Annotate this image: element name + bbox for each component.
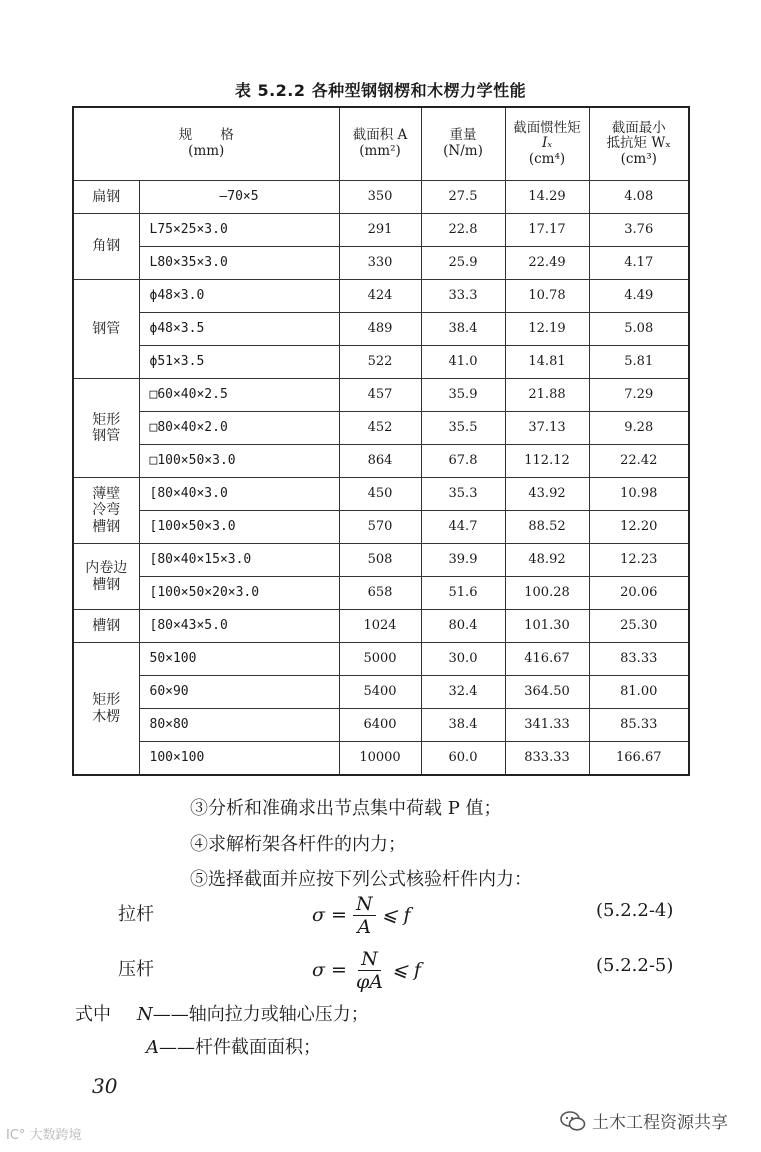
cell-ix: 416.67 xyxy=(505,643,589,676)
table-row xyxy=(73,676,689,709)
table-row xyxy=(73,511,689,544)
table-row xyxy=(73,247,689,280)
cell-spec: [80×40×3.0 xyxy=(139,478,339,511)
cell-wx: 4.17 xyxy=(589,247,689,280)
cell-wx: 3.76 xyxy=(589,214,689,247)
cell-ix: 48.92 xyxy=(505,544,589,577)
cell-wx: 12.20 xyxy=(589,511,689,544)
table-row xyxy=(73,412,689,445)
table-row xyxy=(73,709,689,742)
cell-spec: [100×50×20×3.0 xyxy=(139,577,339,610)
cell-area: 864 xyxy=(339,445,421,478)
cell-weight: 41.0 xyxy=(421,346,505,379)
row-group-label: 矩形 木楞 xyxy=(73,643,139,776)
cell-weight: 27.5 xyxy=(421,181,505,214)
watermark-right: 土木工程资源共享 xyxy=(560,1108,728,1133)
cell-area: 450 xyxy=(339,478,421,511)
cell-area: 489 xyxy=(339,313,421,346)
table-row xyxy=(73,478,689,511)
row-group-label: 内卷边 槽钢 xyxy=(73,544,139,610)
cell-spec: —70×5 xyxy=(139,181,339,214)
row-group-label: 钢管 xyxy=(73,280,139,379)
cell-wx: 22.42 xyxy=(589,445,689,478)
equation-number: (5.2.2-4) xyxy=(596,900,674,921)
cell-ix: 10.78 xyxy=(505,280,589,313)
cell-weight: 38.4 xyxy=(421,313,505,346)
cell-weight: 30.0 xyxy=(421,643,505,676)
table-row xyxy=(73,214,689,247)
cell-ix: 101.30 xyxy=(505,610,589,643)
cell-weight: 22.8 xyxy=(421,214,505,247)
cell-weight: 35.9 xyxy=(421,379,505,412)
cell-wx: 166.67 xyxy=(589,742,689,776)
watermark-left: IC° 大数跨境 xyxy=(6,1128,82,1143)
properties-table xyxy=(72,106,690,776)
table-caption: 表 5.2.2 各种型钢钢楞和木楞力学性能 xyxy=(234,81,527,100)
cell-spec: 60×90 xyxy=(139,676,339,709)
table-row xyxy=(73,610,689,643)
cell-wx: 4.08 xyxy=(589,181,689,214)
cell-spec: ϕ51×3.5 xyxy=(139,346,339,379)
row-group-label: 薄壁 冷弯 槽钢 xyxy=(73,478,139,544)
table-row xyxy=(73,445,689,478)
cell-ix: 37.13 xyxy=(505,412,589,445)
cell-ix: 112.12 xyxy=(505,445,589,478)
cell-spec: [100×50×3.0 xyxy=(139,511,339,544)
text-item-3: ③分析和准确求出节点集中荷载 P 值； xyxy=(190,798,502,819)
cell-weight: 35.5 xyxy=(421,412,505,445)
cell-area: 6400 xyxy=(339,709,421,742)
row-group-label: 扁钢 xyxy=(73,181,139,214)
cell-area: 452 xyxy=(339,412,421,445)
cell-spec: □80×40×2.0 xyxy=(139,412,339,445)
table-row xyxy=(73,280,689,313)
cell-area: 5400 xyxy=(339,676,421,709)
header-inertia: 截面惯性矩 Iₓ (cm⁴) xyxy=(505,107,589,181)
where-line-n: 式中 N——轴向拉力或轴心压力； xyxy=(75,1004,369,1025)
table-header-row xyxy=(73,107,689,181)
table-row xyxy=(73,742,689,776)
row-group-label: 槽钢 xyxy=(73,610,139,643)
cell-ix: 17.17 xyxy=(505,214,589,247)
cell-ix: 100.28 xyxy=(505,577,589,610)
header-weight: 重量 (N/m) xyxy=(421,107,505,181)
cell-spec: ϕ48×3.5 xyxy=(139,313,339,346)
cell-weight: 51.6 xyxy=(421,577,505,610)
cell-ix: 833.33 xyxy=(505,742,589,776)
cell-wx: 4.49 xyxy=(589,280,689,313)
cell-wx: 83.33 xyxy=(589,643,689,676)
cell-wx: 85.33 xyxy=(589,709,689,742)
cell-wx: 12.23 xyxy=(589,544,689,577)
text-item-5: ⑤选择截面并应按下列公式核验杆件内力： xyxy=(190,869,532,890)
cell-ix: 12.19 xyxy=(505,313,589,346)
row-group-label: 矩形 钢管 xyxy=(73,379,139,478)
table-row xyxy=(73,577,689,610)
cell-weight: 67.8 xyxy=(421,445,505,478)
cell-spec: [80×43×5.0 xyxy=(139,610,339,643)
cell-area: 424 xyxy=(339,280,421,313)
cell-spec: 50×100 xyxy=(139,643,339,676)
cell-spec: 80×80 xyxy=(139,709,339,742)
header-spec: 规格 (mm) xyxy=(73,107,339,181)
cell-area: 5000 xyxy=(339,643,421,676)
header-area: 截面积 A (mm²) xyxy=(339,107,421,181)
page-number: 30 xyxy=(92,1074,118,1098)
cell-weight: 60.0 xyxy=(421,742,505,776)
cell-wx: 10.98 xyxy=(589,478,689,511)
cell-area: 350 xyxy=(339,181,421,214)
row-group-label: 角钢 xyxy=(73,214,139,280)
cell-ix: 88.52 xyxy=(505,511,589,544)
cell-area: 508 xyxy=(339,544,421,577)
formula-label: 压杆 xyxy=(118,959,154,980)
formula-compression xyxy=(0,945,761,995)
cell-spec: 100×100 xyxy=(139,742,339,776)
table-row xyxy=(73,346,689,379)
table-body xyxy=(73,181,689,776)
cell-wx: 81.00 xyxy=(589,676,689,709)
text-item-4: ④求解桁架各杆件的内力； xyxy=(190,834,406,855)
formula-expression: σ = $\frac{N}{\varphi A}$ ⩽ f xyxy=(312,947,421,993)
cell-ix: 364.50 xyxy=(505,676,589,709)
cell-area: 570 xyxy=(339,511,421,544)
cell-weight: 32.4 xyxy=(421,676,505,709)
formula-expression: σ = $\frac{N}{A}$ ⩽ f xyxy=(312,892,411,938)
watermark-logo-icon: IC° xyxy=(6,1128,26,1143)
cell-spec: □60×40×2.5 xyxy=(139,379,339,412)
cell-wx: 9.28 xyxy=(589,412,689,445)
wechat-icon xyxy=(560,1110,586,1132)
cell-ix: 43.92 xyxy=(505,478,589,511)
equation-number: (5.2.2-5) xyxy=(596,955,674,976)
cell-spec: □100×50×3.0 xyxy=(139,445,339,478)
cell-weight: 35.3 xyxy=(421,478,505,511)
where-line-a: A——杆件截面面积； xyxy=(146,1037,321,1058)
cell-area: 522 xyxy=(339,346,421,379)
cell-weight: 80.4 xyxy=(421,610,505,643)
cell-weight: 25.9 xyxy=(421,247,505,280)
cell-weight: 39.9 xyxy=(421,544,505,577)
cell-weight: 44.7 xyxy=(421,511,505,544)
cell-area: 291 xyxy=(339,214,421,247)
cell-weight: 38.4 xyxy=(421,709,505,742)
cell-spec: L75×25×3.0 xyxy=(139,214,339,247)
header-modulus: 截面最小 抵抗矩 Wₓ (cm³) xyxy=(589,107,689,181)
formula-label: 拉杆 xyxy=(118,904,154,925)
cell-wx: 5.08 xyxy=(589,313,689,346)
cell-area: 658 xyxy=(339,577,421,610)
cell-weight: 33.3 xyxy=(421,280,505,313)
cell-wx: 25.30 xyxy=(589,610,689,643)
cell-spec: L80×35×3.0 xyxy=(139,247,339,280)
cell-ix: 22.49 xyxy=(505,247,589,280)
cell-wx: 5.81 xyxy=(589,346,689,379)
formula-tension xyxy=(0,890,761,940)
cell-ix: 341.33 xyxy=(505,709,589,742)
cell-area: 457 xyxy=(339,379,421,412)
cell-area: 330 xyxy=(339,247,421,280)
cell-spec: [80×40×15×3.0 xyxy=(139,544,339,577)
table-row xyxy=(73,379,689,412)
table-row xyxy=(73,181,689,214)
cell-area: 1024 xyxy=(339,610,421,643)
table-row xyxy=(73,643,689,676)
table-row xyxy=(73,313,689,346)
cell-ix: 14.29 xyxy=(505,181,589,214)
table-row xyxy=(73,544,689,577)
cell-spec: ϕ48×3.0 xyxy=(139,280,339,313)
cell-ix: 21.88 xyxy=(505,379,589,412)
cell-ix: 14.81 xyxy=(505,346,589,379)
cell-wx: 7.29 xyxy=(589,379,689,412)
cell-wx: 20.06 xyxy=(589,577,689,610)
cell-area: 10000 xyxy=(339,742,421,776)
